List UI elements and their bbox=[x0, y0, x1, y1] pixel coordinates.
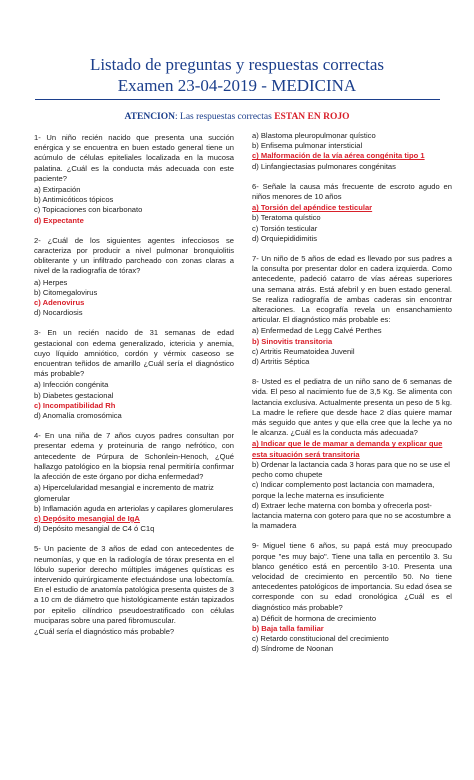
answer-option: d) Síndrome de Noonan bbox=[252, 644, 334, 654]
answer-option: a) Infección congénita bbox=[34, 380, 109, 390]
question-text: 9- Miguel tiene 6 años, su papá está muy preocupado porque "es muy bajo". Tiene una talla en percentilo 3. Su blanco genético está en percentilo 3-10. Presenta una velocidad de crecimiento en percentilo 50. No tiene antecedentes patológicos de importancia. Su edad ósea se corresponde con su edad cronológica ¿Cuál es el diagnóstico más probable? bbox=[252, 541, 452, 612]
question-block bbox=[34, 328, 234, 421]
answer-option: d) Orquiepididimitis bbox=[252, 233, 317, 243]
question-block bbox=[252, 131, 452, 172]
question-text: ¿Cuál sería el diagnóstico más probable? bbox=[34, 626, 175, 636]
answer-option: d) Depósito mesangial de C4 ó C1q bbox=[34, 524, 155, 534]
right-column bbox=[252, 131, 452, 665]
question-block bbox=[34, 236, 234, 319]
answer-option: c) Torsión testicular bbox=[252, 223, 318, 233]
answer-option: b) Teratoma quístico bbox=[252, 213, 321, 223]
notice-highlight: ESTAN EN ROJO bbox=[274, 112, 350, 122]
correct-answer: b) Baja talla familiar bbox=[252, 623, 324, 633]
answer-option: d) Extraer leche materna con bomba y ofrecerla post-lactancia materna con gotero para que no se acostumbre a la mamadera bbox=[252, 500, 451, 531]
question-block bbox=[34, 133, 234, 226]
answer-option: b) Citomegalovirus bbox=[34, 287, 98, 297]
answer-option: b) Inflamación aguda en arteriolas y capilares glomerulares bbox=[34, 503, 234, 513]
answer-option: c) Indicar complemento post lactancia con mamadera, porque la leche materna es insuficiente bbox=[252, 480, 435, 500]
answer-option: b) Antimicóticos tópicos bbox=[34, 195, 114, 205]
answer-option: b) Enfisema pulmonar intersticial bbox=[252, 141, 363, 151]
question-text: 2- ¿Cuál de los siguientes agentes infecciosos se caracteriza por producir a nivel pulmonar bronquiolitis obliterante y un infiltrado parcheado con zonas claras a nivel de la radiografía de tórax? bbox=[34, 235, 234, 276]
question-text: 5- Un paciente de 3 años de edad con antecedentes de neumonías, y que en la radiología de tórax presenta en el lóbulo superior derecho múltiples imágenes quísticas es intervenido quirúrgicamente efectuándose una lobectomía. En el estudio de anatomía patológica presenta quistes de 3 a 10 cm de diámetro que histológicamente están tapizados por epitelio cilíndrico pseudoestratificado con células muciparas sobre una pared fibromuscular. bbox=[34, 544, 234, 625]
question-text: 7- Un niño de 5 años de edad es llevado por sus padres a la consulta por presentar dolor en cadera izquierda. Como antecedente, padeció catarro de vías aéreas superiores una semana atrás. Está afebril y en buen estado general. Se realiza radiografía de ambas caderas sin encontrar alteraciones. La ecografía revela un ensanchamiento articular. El diagnóstico más probable es: bbox=[252, 254, 452, 325]
correct-answer: d) Expectante bbox=[34, 215, 84, 225]
answer-option: a) Déficit de hormona de crecimiento bbox=[252, 613, 377, 623]
answer-option: c) Retardo constitucional del crecimiento bbox=[252, 634, 389, 644]
left-column bbox=[34, 133, 234, 647]
page-title: Listado de preguntas y respuestas correctas bbox=[89, 55, 385, 74]
correct-answer: c) Incompatibilidad Rh bbox=[34, 400, 116, 410]
question-text: 4- En una niña de 7 años cuyos padres consultan por presentar edema y proteinuria de rango nefrótico, con antecedente de Púrpura de Schonlein-Henoch, ¿Qué hallazgo patológico en la biopsia renal permitiría confirmar la afección de este órgano por dicha enfermedad? bbox=[34, 431, 234, 482]
notice-text: : Las respuestas correctas bbox=[175, 112, 275, 122]
question-block bbox=[34, 431, 234, 534]
notice-label: ATENCION bbox=[124, 112, 175, 122]
correct-answer: c) Depósito mesangial de IgA bbox=[34, 513, 140, 523]
question-text: 6- Señale la causa más frecuente de escroto agudo en niños menores de 10 años bbox=[252, 181, 452, 202]
correct-answer: c) Malformación de la vía aérea congénita tipo 1 bbox=[252, 151, 425, 161]
answer-option: d) Nocardiosis bbox=[34, 308, 83, 318]
answer-option: a) Hipercelularidad mesangial e incremento de matriz glomerular bbox=[34, 483, 214, 503]
correct-answer: a) Torsión del apéndice testicular bbox=[252, 203, 373, 213]
answer-option: b) Diabetes gestacional bbox=[34, 390, 114, 400]
answer-option: d) Linfangiectasias pulmonares congénitas bbox=[252, 161, 396, 171]
question-block bbox=[34, 544, 234, 637]
answer-option: a) Herpes bbox=[34, 277, 68, 287]
question-block bbox=[252, 182, 452, 244]
answer-option: d) Artritis Séptica bbox=[252, 357, 310, 367]
notice bbox=[0, 112, 474, 122]
answer-option: c) Topicaciones con bicarbonato bbox=[34, 205, 143, 215]
answer-option: d) Anomalía cromosómica bbox=[34, 411, 122, 421]
answer-option: a) Enfermedad de Legg Calvé Perthes bbox=[252, 326, 382, 336]
question-block bbox=[252, 377, 452, 531]
correct-answer: c) Adenovirus bbox=[34, 298, 85, 308]
title-divider bbox=[35, 99, 440, 100]
correct-answer: b) Sinovitis transitoria bbox=[252, 336, 333, 346]
correct-answer: a) Indicar que le de mamar a demanda y explicar que esta situación será transitoria bbox=[252, 439, 443, 459]
question-block bbox=[252, 541, 452, 654]
question-text: 8- Usted es el pediatra de un niño sano de 6 semanas de vida. El peso al nacimiento fue de 3,5 Kg. Se alimenta con lactancia exclusiva. Actualmente presenta un peso de 5 kg. La madre le refiere que desde hace 2 días quiere mamar más seguido que antes y que ella cree que la leche ya no le alcanza. ¿Cuál es la conducta más adecuada? bbox=[252, 377, 452, 438]
answer-option: b) Ordenar la lactancia cada 3 horas para que no se use el pecho como chupete bbox=[252, 459, 450, 480]
page-subtitle: Examen 23-04-2019 - MEDICINA bbox=[117, 76, 357, 95]
answer-option: a) Extirpación bbox=[34, 185, 81, 195]
question-text: 3- En un recién nacido de 31 semanas de edad gestacional con edema generalizado, ictericia y anemia, cuyo líquido amniótico, cordón y vérmix caseoso se encuentran teñidos de amarillo ¿Cuál sería el diagnóstico más probable? bbox=[34, 328, 234, 379]
question-block bbox=[252, 254, 452, 367]
answer-option: a) Blastoma pleuropulmonar quístico bbox=[252, 131, 376, 140]
question-text: 1- Un niño recién nacido que presenta una succión enérgica y se encuentra en buen estado general tiene un acúmulo de células epiteliales localizada en la mucosa palatina. ¿Cuál es la conducta más adecuada con este paciente? bbox=[34, 133, 234, 183]
answer-option: c) Artritis Reumatoidea Juvenil bbox=[252, 346, 355, 356]
